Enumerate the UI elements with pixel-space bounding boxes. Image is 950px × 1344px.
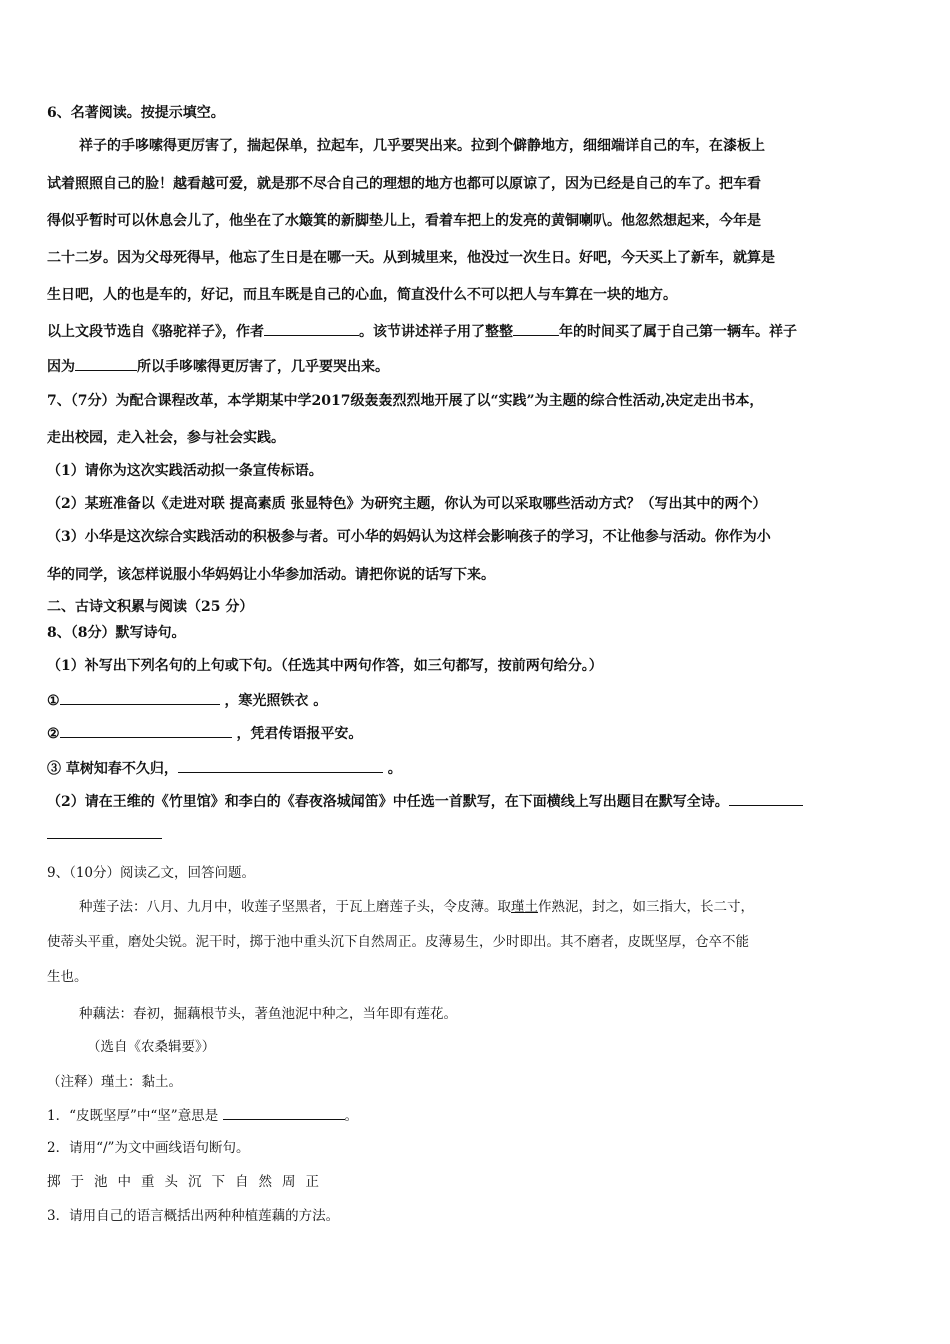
q6-fill-line-b: 因为 所以手哆嗦得更厉害了，几乎要哭出来。 [47,356,907,377]
blank-item1[interactable] [60,690,220,705]
q9-para1-line1: 种莲子法：八月、九月中，收莲子坚黑者，于瓦上磨莲子头，令皮薄。取瑾土作熟泥，封之，如三指大，长二寸， [79,899,754,915]
q8-part1: （1）补写出下列名句的上句或下句。（任选其中两句作答，如三句都写，按前两句给分。） [47,658,603,674]
q9-subq2: 2．请用“/”为文中画线语句断句。 [47,1140,250,1156]
q9-sentence: 掷于池中重头沉下自然周正 [47,1174,329,1190]
q7-line2: 走出校园，走入社会，参与社会实践。 [47,430,285,446]
blank-meaning[interactable] [223,1105,345,1120]
q8-item1: ① ，寒光照铁衣 。 [47,690,907,711]
q8-item2: ② ，凭君传语报平安。 [47,723,907,744]
q7-part3b: 华的同学，该怎样说服小华妈妈让小华参加活动。请把你说的话写下来。 [47,567,495,583]
q7-line1: 7、（7分）为配合课程改革，本学期某中学2017级轰轰烈烈地开展了以“实践”为主题的综合性活动,决定走出书本， [47,393,764,409]
q9-heading: 9、（10分）阅读乙文，回答问题。 [47,865,256,881]
q9-subq3: 3．请用自己的语言概括出两种种植莲藕的方法。 [47,1208,340,1224]
q6-passage-line: 试着照照自己的脸！越看越可爱，就是那不尽合自己的理想的地方也都可以原谅了，因为已经是自己的车了。把车看 [47,176,761,192]
q8-heading: 8、（8分）默写诗句。 [47,625,186,641]
section-heading: 二、古诗文积累与阅读（25 分） [47,599,254,615]
underlined-term: 瑾土 [511,899,538,915]
q9-para1-line3: 生也。 [47,969,88,985]
blank-author[interactable] [264,321,359,336]
blank-poem[interactable] [729,791,803,806]
blank-reason[interactable] [75,356,137,371]
q8-part2: （2）请在王维的《竹里馆》和李白的《春夜洛城闻笛》中任选一首默写，在下面横线上写出题目在默写全诗。 [47,791,907,812]
q6-fill-line-a: 以上文段节选自《骆驼祥子》，作者 。该节讲述祥子用了整整 年的时间买了属于自己第一辆车。祥子 [47,321,907,342]
blank-poem-cont[interactable] [47,824,162,839]
q9-para1-line2: 使蒂头平重，磨处尖锐。泥干时，掷于池中重头沉下自然周正。皮薄易生，少时即出。其不磨者，皮既坚厚，仓卒不能 [47,934,749,950]
q9-source: （选自《农桑辑要》） [87,1039,216,1055]
q9-para2: 种藕法：春初，掘藕根节头，著鱼池泥中种之，当年即有莲花。 [79,1006,457,1022]
q7-part2: （2）某班准备以《走进对联 提高素质 张显特色》为研究主题，你认为可以采取哪些活动方式？（写出其中的两个） [47,496,767,512]
q6-passage-line: 二十二岁。因为父母死得早，他忘了生日是在哪一天。从到城里来，他没过一次生日。好吧，今天买上了新车，就算是 [47,250,775,266]
blank-item2[interactable] [60,723,232,738]
q8-item3: ③ 草树知春不久归， 。 [47,758,907,779]
q9-subq1: 1．“皮既坚厚”中“坚”意思是 。 [47,1105,907,1126]
q6-passage-line: 得似乎暂时可以休息会儿了，他坐在了水簸箕的新脚垫儿上，看着车把上的发亮的黄铜喇叭。他忽然想起来，今年是 [47,213,761,229]
q6-heading: 6、名著阅读。按提示填空。 [47,105,225,121]
q8-poem-line [47,824,907,845]
blank-years[interactable] [513,321,559,336]
q6-passage-line: 祥子的手哆嗦得更厉害了，揣起保单，拉起车，几乎要哭出来。拉到个僻静地方，细细端详自己的车，在漆板上 [79,138,765,154]
q6-passage-line: 生日吧，人的也是车的，好记，而且车既是自己的心血，简直没什么不可以把人与车算在一块的地方。 [47,287,677,303]
q7-part3a: （3）小华是这次综合实践活动的积极参与者。可小华的妈妈认为这样会影响孩子的学习，不让他参与活动。你作为小 [47,529,771,545]
q9-note: （注释）瑾土：黏土。 [47,1074,182,1090]
q7-part1: （1）请你为这次实践活动拟一条宣传标语。 [47,463,323,479]
blank-item3[interactable] [178,758,383,773]
